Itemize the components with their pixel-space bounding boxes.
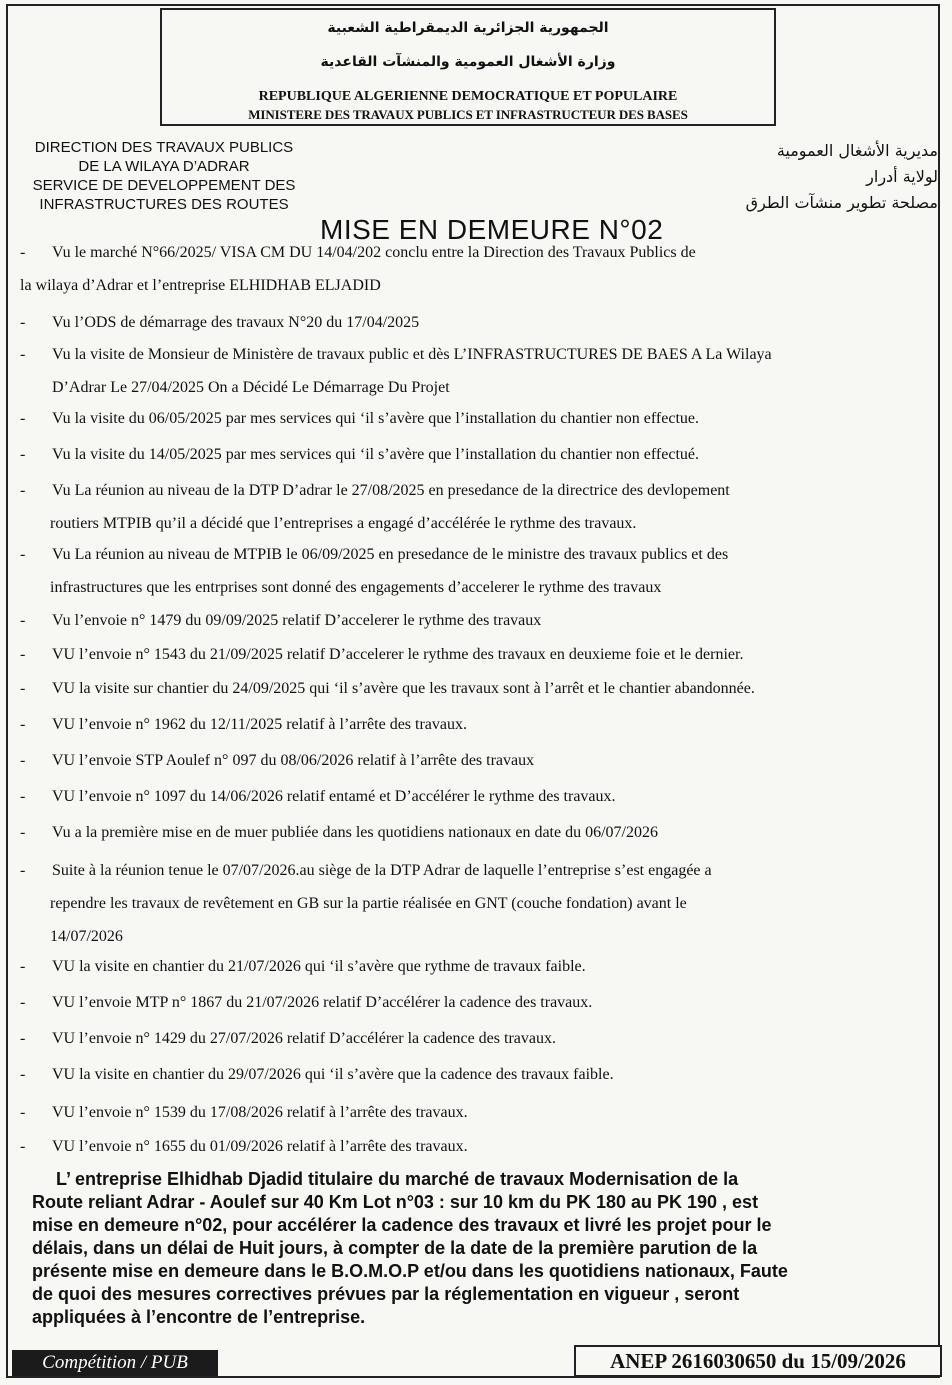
bullet-dash: -: [20, 612, 26, 629]
direction-line: DE LA WILAYA D’ADRAR: [78, 158, 250, 175]
list-item: Vu La réunion au niveau de MTPIB le 06/09/2025 en presedance de le ministre des travaux publics et des: [52, 546, 729, 563]
bullet-dash: -: [20, 410, 26, 427]
direction-ar-line: مديرية الأشغال العمومية: [776, 141, 938, 160]
french-republic-heading: REPUBLIQUE ALGERIENNE DEMOCRATIQUE ET POPULAIRE: [258, 89, 678, 104]
bullet-dash: -: [20, 244, 26, 261]
list-item-continuation: D’Adrar Le 27/04/2025 On a Décidé Le Démarrage Du Projet: [52, 379, 450, 396]
bullet-dash: -: [20, 716, 26, 733]
list-item-continuation: routiers MTPIB qu’il a décidé que l’entreprises a engagé d’accélérée le rythme des travaux.: [50, 515, 637, 532]
list-item: VU la visite en chantier du 29/07/2026 qui ‘il s’avère que la cadence des travaux faible.: [52, 1066, 614, 1083]
bullet-dash: -: [20, 958, 26, 975]
bullet-dash: -: [20, 1138, 26, 1155]
direction-line: DIRECTION DES TRAVAUX PUBLICS: [34, 139, 294, 156]
final-line: Route reliant Adrar - Aoulef sur 40 Km Lot n°03 : sur 10 km du PK 180 au PK 190 , est: [32, 1192, 759, 1212]
list-item: VU l’envoie STP Aoulef n° 097 du 08/06/2026 relatif à l’arrête des travaux: [52, 752, 535, 769]
list-item: Vu l’ODS de démarrage des travaux N°20 du 17/04/2025: [52, 314, 420, 331]
list-item: Vu la visite de Monsieur de Ministère de travaux public et dès L’INFRASTRUCTURES DE BAES A La Wilaya: [52, 346, 772, 363]
final-notice-paragraph: [32, 1168, 912, 1329]
list-item: Suite à la réunion tenue le 07/07/2026.au siège de la DTP Adrar de laquelle l’entreprise s’est engagée a: [52, 862, 712, 879]
direction-arabic-block: [678, 138, 938, 216]
list-item: Vu la visite du 06/05/2025 par mes services qui ‘il s’avère que l’installation du chantier non effectue.: [52, 410, 699, 427]
final-line: mise en demeure n°02, pour accélérer la cadence des travaux et livré les projet pour le: [32, 1215, 772, 1235]
bullet-dash: -: [20, 446, 26, 463]
list-item: VU la visite en chantier du 21/07/2026 qui ‘il s’avère que rythme de travaux faible.: [52, 958, 586, 975]
list-item-continuation: rependre les travaux de revêtement en GB sur la partie réalisée en GNT (couche fondation) avant le: [50, 895, 687, 912]
bullet-dash: -: [20, 788, 26, 805]
arabic-republic-heading: الجمهورية الجزائرية الديمقراطية الشعبية: [327, 20, 609, 36]
bullet-dash: -: [20, 646, 26, 663]
list-item: VU la visite sur chantier du 24/09/2025 qui ‘il s’avère que les travaux sont à l’arrêt et le chantier abandonnée.: [52, 680, 755, 697]
list-item-continuation: infrastructures que les entrprises sont donné des engagements d’accelerer le rythme des travaux: [50, 579, 662, 596]
bullet-dash: -: [20, 1030, 26, 1047]
direction-line: SERVICE DE DEVELOPPEMENT DES: [32, 177, 296, 194]
list-item: VU l’envoie n° 1097 du 14/06/2026 relatif entamé et D’accélérer le rythme des travaux.: [52, 788, 616, 805]
list-item-continuation: la wilaya d’Adrar et l’entreprise ELHIDHAB ELJADID: [20, 277, 381, 294]
direction-ar-line: لولاية أدرار: [866, 167, 938, 186]
bullet-dash: -: [20, 546, 26, 563]
list-item: Vu l’envoie n° 1479 du 09/09/2025 relatif D’accelerer le rythme des travaux: [52, 612, 542, 629]
list-item: Vu La réunion au niveau de la DTP D’adrar le 27/08/2025 en presedance de la directrice des devlopement: [52, 482, 730, 499]
final-line: appliquées à l’encontre de l’entreprise.: [32, 1307, 366, 1327]
french-ministry-heading: MINISTERE DES TRAVAUX PUBLICS ET INFRASTRUCTEUR DES BASES: [248, 107, 688, 122]
bullet-dash: -: [20, 862, 26, 879]
list-item: VU l’envoie n° 1539 du 17/08/2026 relatif à l’arrête des travaux.: [52, 1104, 468, 1121]
list-item: VU l’envoie n° 1429 du 27/07/2026 relatif D’accélérer la cadence des travaux.: [52, 1030, 556, 1047]
bullet-dash: -: [20, 824, 26, 841]
list-item: VU l’envoie n° 1655 du 01/09/2026 relatif à l’arrête des travaux.: [52, 1138, 468, 1155]
competition-badge: Compétition / PUB: [12, 1350, 218, 1376]
list-item: VU l’envoie n° 1543 du 21/09/2025 relatif D’accelerer le rythme des travaux en deuxieme foie et le dernier.: [52, 646, 744, 663]
list-item: VU l’envoie n° 1962 du 12/11/2025 relatif à l’arrête des travaux.: [52, 716, 468, 733]
arabic-ministry-heading: وزارة الأشغال العمومية والمنشآت القاعدية: [320, 54, 616, 70]
list-item-continuation: 14/07/2026: [50, 928, 123, 945]
final-line: de quoi des mesures correctives prévues par la réglementation en vigueur , seront: [32, 1284, 740, 1304]
final-line: délais, dans un délai de Huit jours, à compter de la date de la première parution de la: [32, 1238, 758, 1258]
bullet-dash: -: [20, 482, 26, 499]
document-title: MISE EN DEMEURE N°02: [320, 214, 664, 245]
direction-french-block: [14, 138, 314, 214]
direction-line: INFRASTRUCTURES DES ROUTES: [39, 196, 289, 213]
list-item: VU l’envoie MTP n° 1867 du 21/07/2026 relatif D’accélérer la cadence des travaux.: [52, 994, 593, 1011]
bullet-dash: -: [20, 752, 26, 769]
final-line: L’ entreprise Elhidhab Djadid titulaire du marché de travaux Modernisation de la: [56, 1169, 739, 1189]
bullet-dash: -: [20, 1066, 26, 1083]
final-line: présente mise en demeure dans le B.O.M.O.P et/ou dans les quotidiens nationaux, Faute: [32, 1261, 788, 1281]
direction-ar-line: مصلحة تطوير منشآت الطرق: [745, 193, 938, 212]
bullet-dash: -: [20, 346, 26, 363]
bullet-dash: -: [20, 680, 26, 697]
bullet-dash: -: [20, 314, 26, 331]
anep-reference: ANEP 2616030650 du 15/09/2026: [574, 1345, 942, 1377]
list-item: Vu la visite du 14/05/2025 par mes services qui ‘il s’avère que l’installation du chantier non effectué.: [52, 446, 699, 463]
list-item: Vu le marché N°66/2025/ VISA CM DU 14/04/202 conclu entre la Direction des Travaux Publics de: [52, 244, 696, 261]
list-item: Vu a la première mise en de muer publiée dans les quotidiens nationaux en date du 06/07/2026: [52, 824, 658, 841]
government-header-box: [160, 8, 776, 126]
bullet-dash: -: [20, 1104, 26, 1121]
bullet-dash: -: [20, 994, 26, 1011]
